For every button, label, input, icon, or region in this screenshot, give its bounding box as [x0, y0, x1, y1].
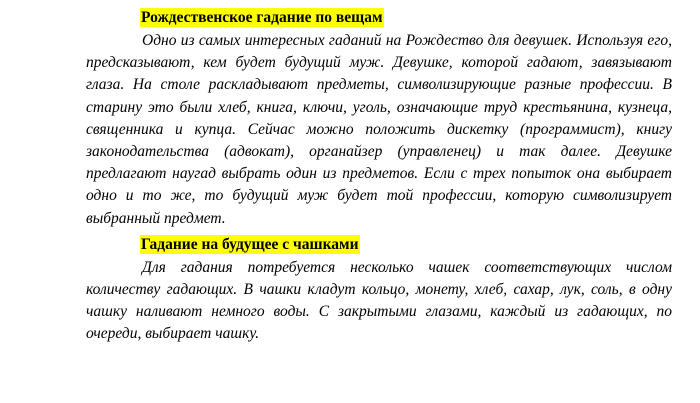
document-page — [86, 6, 672, 346]
section-paragraph-christmas-divination: Одно из самых интересных гаданий на Рождество для девушек. Используя его, предсказывают, кем будет будущий муж. Девушке, которой гадают, завязывают глаза. На столе раскладывают предметы, символизирующие разные профессии. В старину это были хлеб, книга, ключи, уголь, означающие труд крестьянина, кузнеца, священника и купца. Сейчас можно положить дискетку (программист), книгу законодательства (адвокат), органайзер (управленец) и так далее. Девушке предлагают наугад выбрать один из предметов. Если с трех попыток она выбирает одно и то же, то будущий муж будет той профессии, которую символизирует выбранный предмет. — [86, 32, 672, 227]
section-paragraph-cups-divination: Для гадания потребуется несколько чашек соответствующих числом количеству гадающих. В чашки кладут кольцо, монету, хлеб, сахар, лук, соль, в одну чашку наливают немного воды. С закрытыми глазами, каждый из гадающих, по очереди, выбирает чашку. — [86, 258, 672, 343]
section-heading-christmas-divination: Рождественское гадание по вещам — [141, 9, 383, 26]
section-heading-line — [140, 6, 672, 30]
section-heading-line — [140, 233, 672, 257]
section-heading-cups-divination: Гадание на будущее с чашками — [141, 235, 359, 253]
